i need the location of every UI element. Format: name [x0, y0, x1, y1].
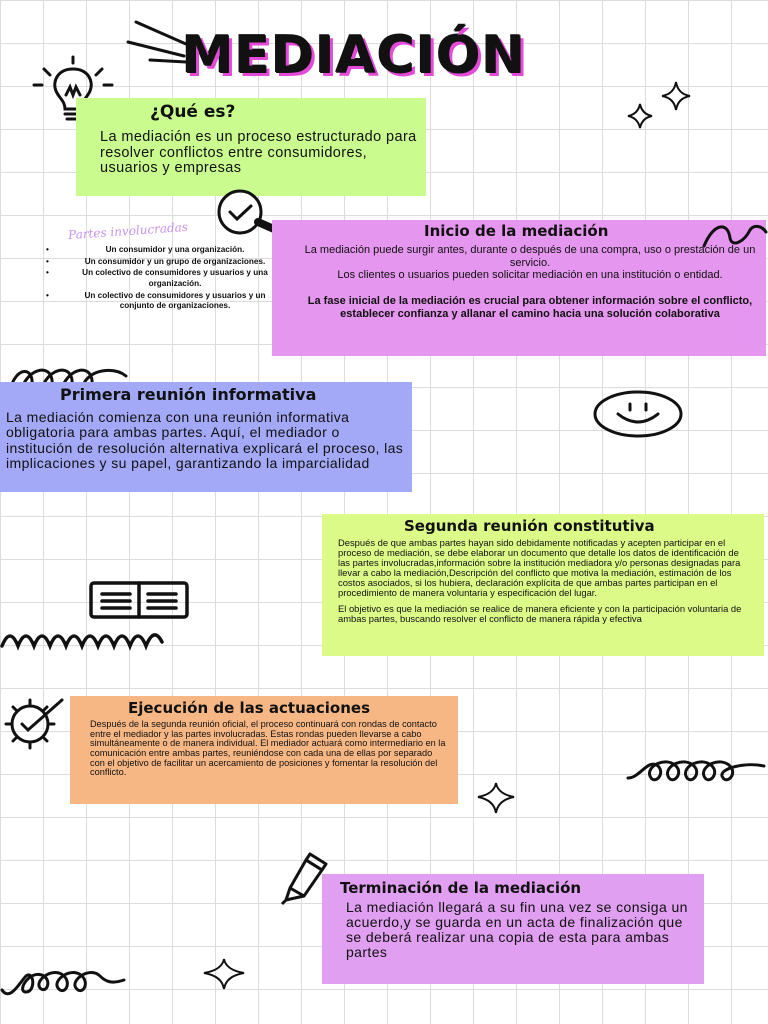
primera-card: [0, 382, 412, 492]
terminacion-text: La mediación llegará a su fin una vez se consiga un acuerdo,y se guarda en un acta de finalización que se deberá realizar una copia de esta para ambas partes: [346, 899, 688, 961]
loop-squiggle-icon: [0, 962, 130, 1012]
list-item: • Un colectivo de consumidores y usuarios y una organización.: [70, 268, 280, 289]
segunda-card: [322, 514, 764, 656]
zigzag-icon: [0, 622, 168, 656]
partes-list: [50, 245, 280, 312]
terminacion-card: [322, 874, 704, 984]
sparkle-icon: [474, 780, 518, 816]
book-icon: [88, 580, 192, 622]
sparkle-icon: [622, 78, 702, 136]
inicio-text-1: La mediación puede surgir antes, durante o después de una compra, uso o prestación de un servicio.: [304, 244, 756, 269]
inicio-heading: Inicio de la mediación: [424, 222, 609, 240]
burst-lines-icon: [126, 14, 196, 64]
page-title: MEDIACIÓN: [182, 26, 527, 86]
primera-heading: Primera reunión informativa: [60, 385, 317, 404]
list-item: • Un colectivo de consumidores y usuarios y un conjunto de organizaciones.: [70, 291, 280, 312]
inicio-card: [272, 220, 766, 356]
partes-heading: Partes involucradas: [67, 219, 189, 243]
ejecucion-heading: Ejecución de las actuaciones: [128, 699, 371, 717]
que-es-text: La mediación es un proceso estructurado para resolver conflictos entre consumidores, usuarios y empresas: [100, 129, 417, 177]
que-es-card: [76, 98, 426, 196]
primera-text: La mediación comienza con una reunión informativa obligatoria para ambas partes. Aquí, el mediador o institución de resolución alternativa explicará el proceso, las implicaciones y su papel, garantizando la imparcialidad: [6, 409, 404, 472]
sparkle-icon: [202, 956, 248, 992]
inicio-text-2: Los clientes o usuarios pueden solicitar mediación en una institución o entidad.: [337, 269, 723, 282]
terminacion-heading: Terminación de la mediación: [340, 879, 582, 897]
que-es-heading: ¿Qué es?: [150, 102, 236, 122]
segunda-heading: Segunda reunión constitutiva: [404, 517, 655, 535]
smiley-icon: [592, 388, 684, 440]
loop-squiggle-icon: [626, 752, 768, 792]
ejecucion-card: [70, 696, 458, 804]
inicio-text-3: La fase inicial de la mediación es crucial para obtener información sobre el conflicto, establecer confianza y allanar el camino hacia una solución colaborativa: [307, 294, 753, 320]
segunda-text-2: El objetivo es que la mediación se realice de manera eficiente y con la participación voluntaria de ambas partes, buscando resolver el conflicto de manera rápida y efectiva: [338, 603, 742, 625]
squiggle-icon: [700, 222, 768, 252]
gear-check-icon: [0, 696, 72, 752]
segunda-text-1: Después de que ambas partes hayan sido debidamente notificadas y acepten participar en el proceso de mediación, se debe elaborar un documento que detalle los datos de identificación de las partes involucradas,información sobre la institución mediadora y/o personas designadas para llevar a cabo la mediación,Descripción del conflicto que motiva la mediación, estimación de los costos asociados, si los hubiera, declaración explícita de que ambas partes participan en el procedimiento de manera voluntaria y especificación del lugar.: [338, 537, 741, 599]
list-item: • Un consumidor y un grupo de organizaciones.: [70, 257, 280, 268]
list-item: • Un consumidor y una organización.: [70, 245, 280, 256]
ejecucion-text: Después de la segunda reunión oficial, el proceso continuará con rondas de contacto entre el mediador y las partes involucradas. Estas rondas pueden llevarse a cabo simultáneamente o de manera individual. El mediador actuará como intermediario en la comunicación entre ambas partes, reuniéndose con cada una de ellas por separado con el objetivo de facilitar un acercamiento de posiciones y fomentar la resolución del conflicto.: [90, 719, 446, 778]
